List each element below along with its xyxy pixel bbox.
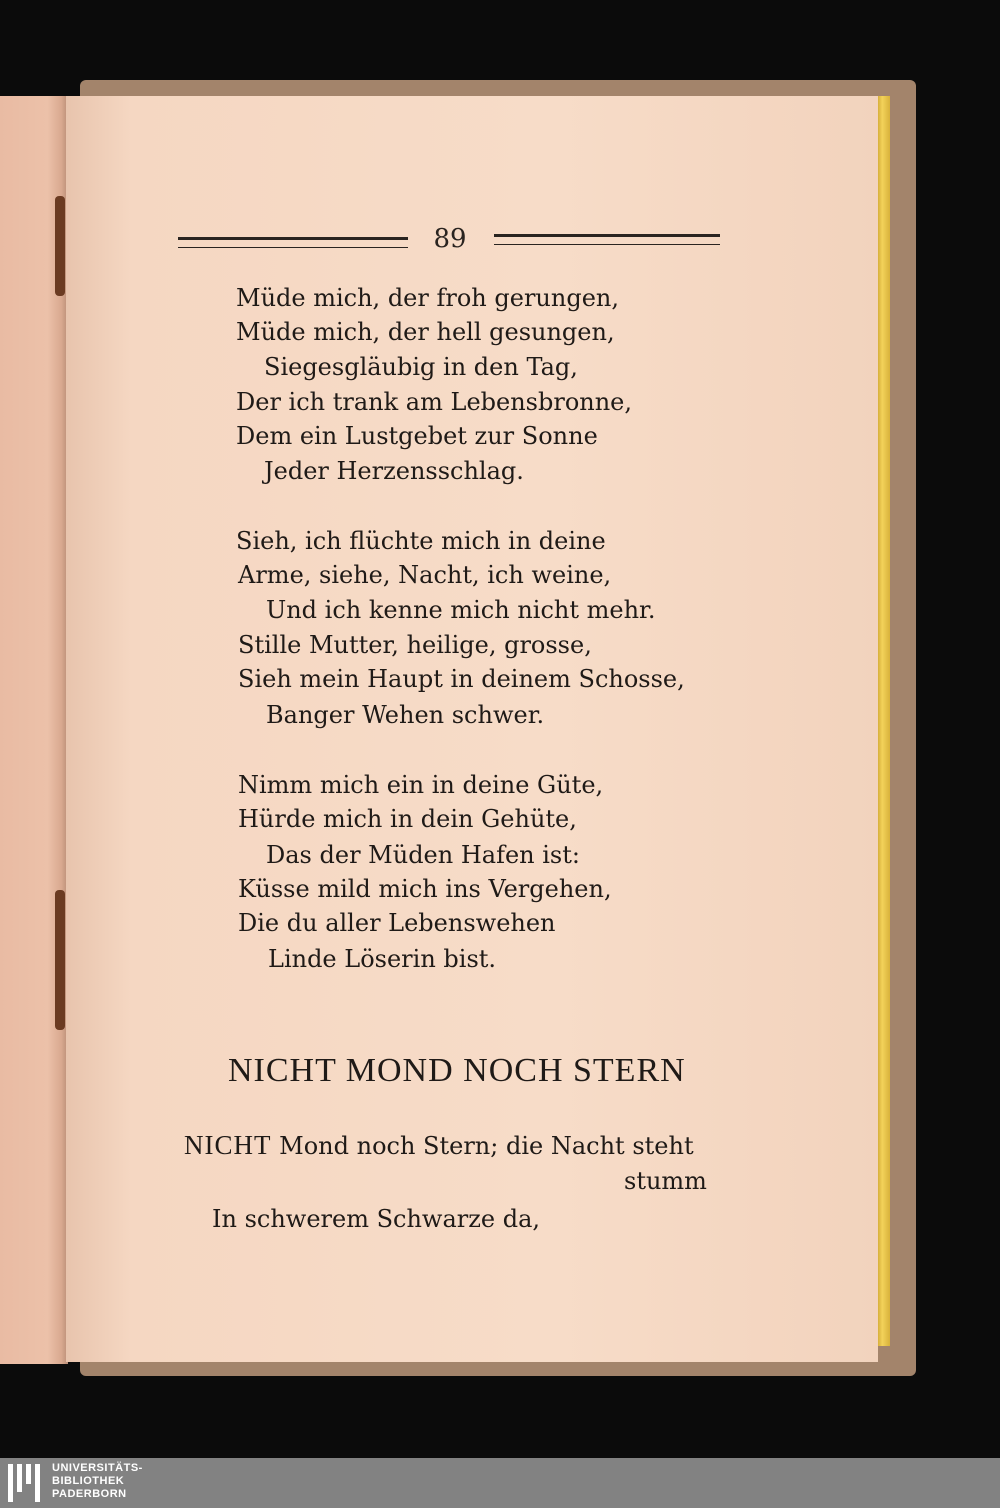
library-logo-text: UNIVERSITÄTS- BIBLIOTHEK PADERBORN (52, 1462, 143, 1500)
poem-line (184, 1130, 694, 1161)
poem-line: Müde mich, der hell gesungen, (236, 318, 615, 346)
header-rule-left (178, 237, 408, 248)
gilt-page-edge (876, 96, 890, 1346)
poem-line: Die du aller Lebenswehen (238, 909, 556, 937)
poem-line-overflow: stumm (624, 1167, 707, 1195)
poem-line: In schwerem Schwarze da, (212, 1205, 541, 1233)
page-number: 89 (433, 224, 467, 254)
poem-line: Sieh mein Haupt in deinem Schosse, (238, 665, 685, 693)
poem-line: Nimm mich ein in deine Güte, (238, 771, 604, 799)
library-logo-icon (8, 1464, 46, 1502)
library-footer (0, 1458, 1000, 1508)
poem-line: Das der Müden Hafen ist: (266, 841, 580, 869)
poem-line: Siegesgläubig in den Tag, (264, 353, 578, 381)
poem-line: Müde mich, der froh gerungen, (236, 284, 619, 312)
poem-line: Sieh, ich flüchte mich in deine (236, 527, 606, 555)
poem-line: Linde Löserin bist. (268, 945, 497, 973)
poem-line: Küsse mild mich ins Vergehen, (238, 875, 612, 903)
poem-line: Stille Mutter, heilige, grosse, (238, 631, 592, 659)
poem-title: NICHT MOND NOCH STERN (228, 1052, 686, 1089)
binding-stitch-top (55, 196, 65, 296)
poem-line: Dem ein Lustgebet zur Sonne (236, 422, 598, 450)
poem-line: Arme, siehe, Nacht, ich weine, (238, 561, 612, 589)
poem-line: Hürde mich in dein Gehüte, (238, 805, 577, 833)
binding-stitch-bottom (55, 890, 65, 1030)
poem-line: Jeder Herzensschlag. (264, 457, 524, 485)
poem-line: Und ich kenne mich nicht mehr. (266, 596, 656, 624)
poem-line-text: Mond noch Stern; die Nacht steht (279, 1132, 694, 1160)
poem-line: Banger Wehen schwer. (266, 701, 545, 729)
poem-line: Der ich trank am Lebensbronne, (236, 388, 633, 416)
header-rule-right (494, 234, 720, 245)
poem-first-word: NICHT (184, 1130, 272, 1160)
